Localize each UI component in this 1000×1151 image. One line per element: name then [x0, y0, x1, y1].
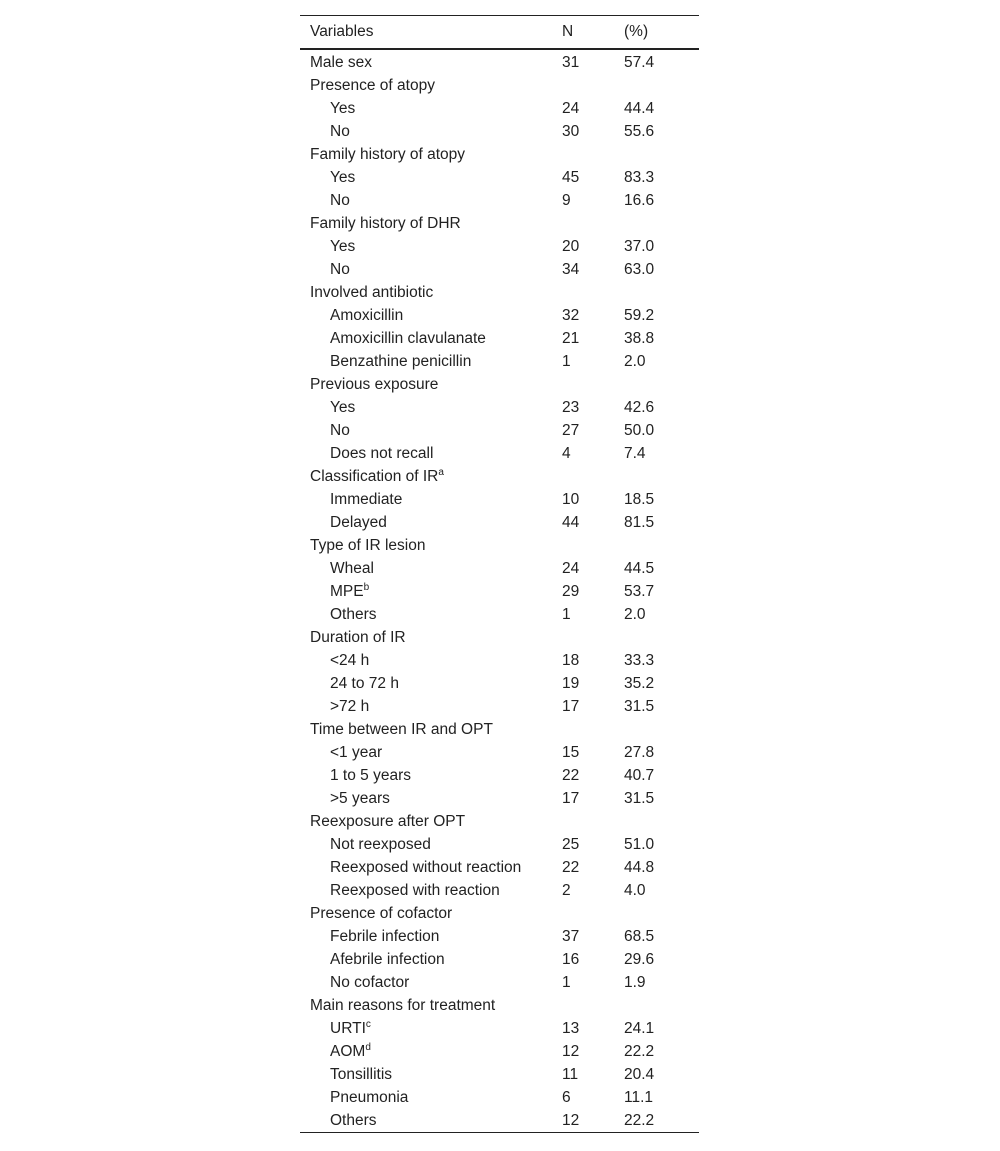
row-label: [300, 49, 562, 74]
table-row: [300, 925, 699, 948]
row-percent: 1.9: [624, 974, 646, 991]
table-row: [300, 672, 699, 695]
row-percent: 16.6: [624, 192, 655, 209]
row-percent: 2.0: [624, 353, 646, 370]
row-n: 23: [562, 399, 580, 416]
table-row: [300, 557, 699, 580]
row-percent: 37.0: [624, 238, 655, 255]
row-percent: [624, 994, 699, 1017]
table-row: [300, 695, 699, 718]
row-percent: 57.4: [624, 54, 655, 71]
table-row: [300, 1086, 699, 1109]
row-percent: 31.5: [624, 790, 655, 807]
table-row: [300, 1040, 699, 1063]
row-percent: 24.1: [624, 1020, 655, 1037]
table-row: [300, 833, 699, 856]
row-percent: 68.5: [624, 928, 655, 945]
row-n: 18: [562, 652, 580, 669]
row-label: [300, 534, 562, 557]
row-n: 29: [562, 583, 580, 600]
table-row: [300, 49, 699, 74]
row-n: 30: [562, 123, 580, 140]
row-label-text: Classification of IR: [310, 468, 439, 485]
row-percent: 59.2: [624, 307, 655, 324]
footnote-marker: b: [363, 582, 370, 593]
row-n: 20: [562, 238, 580, 255]
row-n: 16: [562, 951, 580, 968]
row-sublabel: [300, 396, 562, 419]
row-n: 22: [562, 859, 580, 876]
table-row: [300, 948, 699, 971]
row-sublabel: [300, 787, 562, 810]
row-percent: 51.0: [624, 836, 655, 853]
header-variables: Variables: [300, 16, 562, 50]
row-label-text: Duration of IR: [310, 629, 406, 646]
row-percent: [624, 718, 699, 741]
row-n: 24: [562, 100, 580, 117]
table-row: [300, 649, 699, 672]
row-label-text: Benzathine penicillin: [330, 353, 472, 370]
row-sublabel: [300, 120, 562, 143]
table-row: [300, 373, 699, 396]
header-percent: (%): [624, 16, 699, 50]
row-n: 12: [562, 1043, 580, 1060]
row-label-text: Reexposure after OPT: [310, 813, 466, 830]
row-n: [562, 718, 624, 741]
row-sublabel: [300, 856, 562, 879]
row-label-text: Amoxicillin clavulanate: [330, 330, 486, 347]
row-percent: 27.8: [624, 744, 655, 761]
table-row: [300, 902, 699, 925]
table-row: [300, 534, 699, 557]
row-percent: 7.4: [624, 445, 646, 462]
row-percent: [624, 74, 699, 97]
row-n: [562, 994, 624, 1017]
header-n: N: [562, 16, 624, 50]
row-n: 1: [562, 353, 571, 370]
row-label-text: Yes: [330, 169, 356, 186]
table-row: [300, 258, 699, 281]
row-label-text: Pneumonia: [330, 1089, 409, 1106]
row-n: [562, 902, 624, 925]
row-sublabel: [300, 189, 562, 212]
table-body: [300, 49, 699, 1133]
footnote-marker: c: [365, 1019, 371, 1030]
row-label-text: Immediate: [330, 491, 403, 508]
row-percent: [624, 373, 699, 396]
row-label-text: 1 to 5 years: [330, 767, 411, 784]
row-sublabel: [300, 879, 562, 902]
row-percent: 42.6: [624, 399, 655, 416]
row-percent: 44.8: [624, 859, 655, 876]
row-sublabel: [300, 442, 562, 465]
table-row: [300, 1063, 699, 1086]
row-n: 1: [562, 606, 571, 623]
row-label: [300, 281, 562, 304]
table-row: [300, 856, 699, 879]
row-sublabel: [300, 741, 562, 764]
row-label-text: No cofactor: [330, 974, 410, 991]
row-n: 45: [562, 169, 580, 186]
row-label-text: AOM: [330, 1043, 366, 1060]
row-sublabel: [300, 603, 562, 626]
row-sublabel: [300, 511, 562, 534]
row-n: 15: [562, 744, 580, 761]
row-n: 6: [562, 1089, 571, 1106]
row-n: 17: [562, 790, 580, 807]
table-row: [300, 810, 699, 833]
row-n: 1: [562, 974, 571, 991]
row-n: 27: [562, 422, 580, 439]
row-label-text: Others: [330, 1112, 377, 1129]
row-label-text: No: [330, 192, 350, 209]
row-sublabel: [300, 1086, 562, 1109]
row-n: 24: [562, 560, 580, 577]
table-row: [300, 442, 699, 465]
row-percent: 44.4: [624, 100, 655, 117]
row-sublabel: [300, 258, 562, 281]
row-sublabel: [300, 925, 562, 948]
table-row: [300, 304, 699, 327]
row-label-text: Yes: [330, 238, 356, 255]
row-n: 25: [562, 836, 580, 853]
table-row: [300, 718, 699, 741]
table-row: [300, 327, 699, 350]
row-n: 21: [562, 330, 580, 347]
row-label: [300, 994, 562, 1017]
row-label-text: MPE: [330, 583, 364, 600]
row-sublabel: [300, 97, 562, 120]
footnote-marker: a: [438, 467, 444, 478]
row-label-text: URTI: [330, 1020, 366, 1037]
row-label-text: No: [330, 123, 350, 140]
row-label: [300, 212, 562, 235]
row-sublabel: [300, 419, 562, 442]
row-label-text: Previous exposure: [310, 376, 439, 393]
row-label-text: Presence of cofactor: [310, 905, 453, 922]
row-label-text: Amoxicillin: [330, 307, 404, 324]
table-row: [300, 626, 699, 649]
row-percent: [624, 281, 699, 304]
row-n: [562, 281, 624, 304]
row-label: [300, 373, 562, 396]
row-sublabel: [300, 695, 562, 718]
row-percent: 35.2: [624, 675, 655, 692]
row-label: [300, 143, 562, 166]
table-row: [300, 212, 699, 235]
row-label: [300, 74, 562, 97]
table-header-row: [300, 16, 699, 50]
row-percent: 4.0: [624, 882, 646, 899]
row-label-text: Yes: [330, 399, 356, 416]
row-label-text: Main reasons for treatment: [310, 997, 496, 1014]
row-n: 2: [562, 882, 571, 899]
row-percent: 53.7: [624, 583, 655, 600]
row-label: [300, 902, 562, 925]
table-row: [300, 764, 699, 787]
row-n: 12: [562, 1112, 580, 1129]
row-percent: 11.1: [624, 1089, 654, 1106]
table-row: [300, 1109, 699, 1133]
table-row: [300, 488, 699, 511]
row-percent: 22.2: [624, 1043, 655, 1060]
row-sublabel: [300, 557, 562, 580]
row-label-text: Involved antibiotic: [310, 284, 434, 301]
row-percent: 55.6: [624, 123, 655, 140]
row-percent: [624, 143, 699, 166]
row-label-text: >72 h: [330, 698, 370, 715]
table-row: [300, 580, 699, 603]
table-row: [300, 143, 699, 166]
row-percent: 2.0: [624, 606, 646, 623]
row-sublabel: [300, 350, 562, 373]
row-label: [300, 718, 562, 741]
row-sublabel: [300, 649, 562, 672]
row-percent: 18.5: [624, 491, 655, 508]
row-n: 32: [562, 307, 580, 324]
row-sublabel: [300, 672, 562, 695]
row-sublabel: [300, 1109, 562, 1133]
row-label: [300, 465, 562, 488]
row-n: 11: [562, 1066, 579, 1083]
row-sublabel: [300, 1040, 562, 1063]
row-label-text: >5 years: [330, 790, 390, 807]
row-percent: 31.5: [624, 698, 655, 715]
table-row: [300, 396, 699, 419]
row-n: 4: [562, 445, 571, 462]
row-label-text: Yes: [330, 100, 356, 117]
row-label-text: Others: [330, 606, 377, 623]
row-n: [562, 626, 624, 649]
row-n: 13: [562, 1020, 580, 1037]
row-n: 22: [562, 767, 580, 784]
row-sublabel: [300, 580, 562, 603]
row-label-text: Tonsillitis: [330, 1066, 393, 1083]
table-row: [300, 879, 699, 902]
row-percent: [624, 212, 699, 235]
row-percent: 81.5: [624, 514, 655, 531]
row-label-text: Time between IR and OPT: [310, 721, 493, 738]
table-row: [300, 971, 699, 994]
table-row: [300, 419, 699, 442]
row-n: 17: [562, 698, 580, 715]
table-row: [300, 511, 699, 534]
table-row: [300, 281, 699, 304]
row-label-text: Family history of DHR: [310, 215, 461, 232]
row-n: 34: [562, 261, 580, 278]
table-row: [300, 1017, 699, 1040]
table-row: [300, 166, 699, 189]
row-label-text: No: [330, 261, 350, 278]
table-row: [300, 74, 699, 97]
row-percent: [624, 534, 699, 557]
characteristics-table: [300, 15, 699, 1133]
row-n: [562, 810, 624, 833]
footnote-marker: d: [365, 1042, 371, 1053]
row-sublabel: [300, 764, 562, 787]
row-percent: 40.7: [624, 767, 655, 784]
table-row: [300, 120, 699, 143]
row-sublabel: [300, 948, 562, 971]
row-percent: [624, 810, 699, 833]
row-label-text: Wheal: [330, 560, 374, 577]
table-row: [300, 97, 699, 120]
row-label: [300, 626, 562, 649]
row-label-text: Presence of atopy: [310, 77, 435, 94]
table-row: [300, 350, 699, 373]
row-label-text: <24 h: [330, 652, 370, 669]
row-label-text: Afebrile infection: [330, 951, 445, 968]
row-percent: 83.3: [624, 169, 655, 186]
row-n: [562, 534, 624, 557]
table-row: [300, 994, 699, 1017]
row-label-text: 24 to 72 h: [330, 675, 399, 692]
row-label-text: Does not recall: [330, 445, 434, 462]
table-row: [300, 465, 699, 488]
row-label-text: Reexposed with reaction: [330, 882, 500, 899]
row-n: 44: [562, 514, 580, 531]
row-n: [562, 143, 624, 166]
row-label-text: Type of IR lesion: [310, 537, 426, 554]
table-row: [300, 787, 699, 810]
row-label-text: No: [330, 422, 350, 439]
row-percent: 22.2: [624, 1112, 655, 1129]
row-sublabel: [300, 833, 562, 856]
row-sublabel: [300, 304, 562, 327]
row-label: [300, 810, 562, 833]
row-label-text: <1 year: [330, 744, 383, 761]
row-sublabel: [300, 1017, 562, 1040]
row-label-text: Not reexposed: [330, 836, 431, 853]
row-label-text: Febrile infection: [330, 928, 440, 945]
row-percent: 38.8: [624, 330, 655, 347]
table-row: [300, 235, 699, 258]
row-sublabel: [300, 235, 562, 258]
row-percent: 33.3: [624, 652, 655, 669]
row-percent: 63.0: [624, 261, 655, 278]
table-row: [300, 603, 699, 626]
row-percent: [624, 626, 699, 649]
row-sublabel: [300, 488, 562, 511]
row-n: 37: [562, 928, 580, 945]
row-percent: 50.0: [624, 422, 655, 439]
row-n: 10: [562, 491, 580, 508]
row-label-text: Reexposed without reaction: [330, 859, 522, 876]
row-percent: 44.5: [624, 560, 655, 577]
row-n: 19: [562, 675, 580, 692]
row-sublabel: [300, 1063, 562, 1086]
row-sublabel: [300, 327, 562, 350]
row-n: [562, 465, 624, 488]
row-percent: 20.4: [624, 1066, 655, 1083]
table-row: [300, 741, 699, 764]
row-percent: 29.6: [624, 951, 655, 968]
row-sublabel: [300, 971, 562, 994]
row-percent: [624, 465, 699, 488]
row-label-text: Family history of atopy: [310, 146, 466, 163]
row-label-text: Male sex: [310, 54, 373, 71]
row-label-text: Delayed: [330, 514, 387, 531]
row-n: 31: [562, 54, 580, 71]
row-n: [562, 373, 624, 396]
row-n: [562, 74, 624, 97]
table-row: [300, 189, 699, 212]
row-percent: [624, 902, 699, 925]
row-n: 9: [562, 192, 571, 209]
row-sublabel: [300, 166, 562, 189]
row-n: [562, 212, 624, 235]
